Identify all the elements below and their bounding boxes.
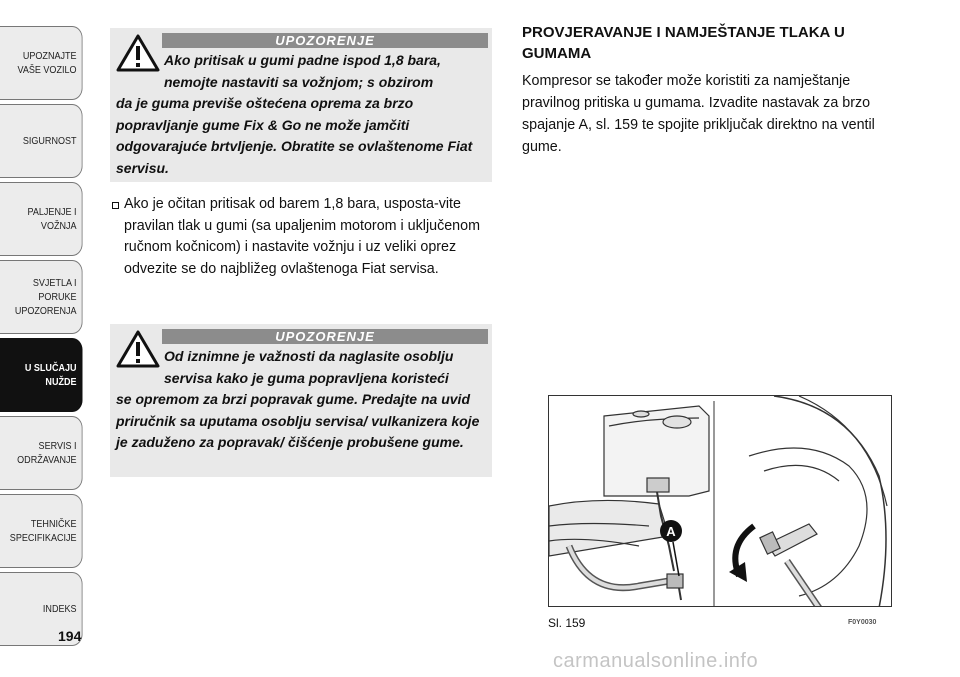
- section-heading: PROVJERAVANJE I NAMJEŠTANJE TLAKA U GUMAMA: [522, 24, 845, 62]
- watermark-text: carmanualsonline.info: [553, 650, 759, 672]
- compressor-drawing: [549, 396, 892, 607]
- bullet-text: Ako je očitan pritisak od barem 1,8 bara, usposta-vite pravilan tlak u gumi (sa upaljenim motorom i uključenom ručnom kočnicom) i nastavite vožnju i uz veliki oprez odvezite se do najbližeg ovlaštenoga Fiat servisa.: [124, 196, 480, 277]
- warning-text-rest: se opremom za brzi popravak gume. Predajte na uvid priručnik sa uputama osoblju servisa/ vulkanizera koje je zaduženo za popravak/ čišćenje probušene gume.: [116, 391, 480, 450]
- bullet-paragraph: [110, 194, 495, 280]
- warning-title: UPOZORENJE: [162, 329, 488, 344]
- tab-svjetla-i-poruke-upozorenja[interactable]: SVJETLA I PORUKE UPOZORENJA: [0, 260, 83, 334]
- figure-compressor-illustration: [548, 395, 892, 607]
- warning-text-first: Ako pritisak u gumi padne ispod 1,8 bara, nemojte nastaviti sa vožnjom; s obzirom: [164, 52, 441, 90]
- figure-caption: Sl. 159: [548, 616, 586, 630]
- warning-triangle-icon: [116, 34, 160, 72]
- tab-servis-i-odrzavanje[interactable]: SERVIS I ODRŽAVANJE: [0, 416, 83, 490]
- warning-box-1: [110, 28, 492, 182]
- warning-box-2: [110, 324, 492, 477]
- tab-paljenje-i-voznja[interactable]: PALJENJE I VOŽNJA: [0, 182, 83, 256]
- warning-triangle-icon: [116, 330, 160, 368]
- tab-sigurnost[interactable]: SIGURNOST: [0, 104, 83, 178]
- tab-upoznajte-vase-vozilo[interactable]: UPOZNAJTE VAŠE VOZILO: [0, 26, 83, 100]
- figure-code: F0Y0030: [848, 619, 877, 626]
- tab-tehnicke-specifikacije[interactable]: TEHNIČKE SPECIFIKACIJE: [0, 494, 83, 568]
- warning-title: UPOZORENJE: [162, 33, 488, 48]
- section-paragraph: Kompresor se također može koristiti za namještanje pravilnog pritiska u gumama. Izvadite nastavak za brzo spajanje A, sl. 159 te spojite priključak direktno na ventil gume.: [522, 73, 875, 155]
- warning-text-rest: da je guma previše oštećena oprema za brzo popravljanje gume Fix & Go ne može jamčiti odgovarajuće brtvljenje. Obratite se ovlaštenome Fiat servisu.: [116, 95, 473, 176]
- warning-text: [116, 28, 486, 179]
- bullet-square-icon: [112, 202, 119, 209]
- tab-u-slucaju-nuzde[interactable]: U SLUČAJU NUŽDE: [0, 338, 83, 412]
- page-number: 194: [58, 628, 82, 644]
- callout-a-label: A: [666, 524, 676, 539]
- warning-text-first: Od iznimne je važnosti da naglasite osoblju servisa kako je guma popravljena koristeći: [164, 348, 454, 386]
- tab-indeks[interactable]: INDEKS: [0, 572, 83, 646]
